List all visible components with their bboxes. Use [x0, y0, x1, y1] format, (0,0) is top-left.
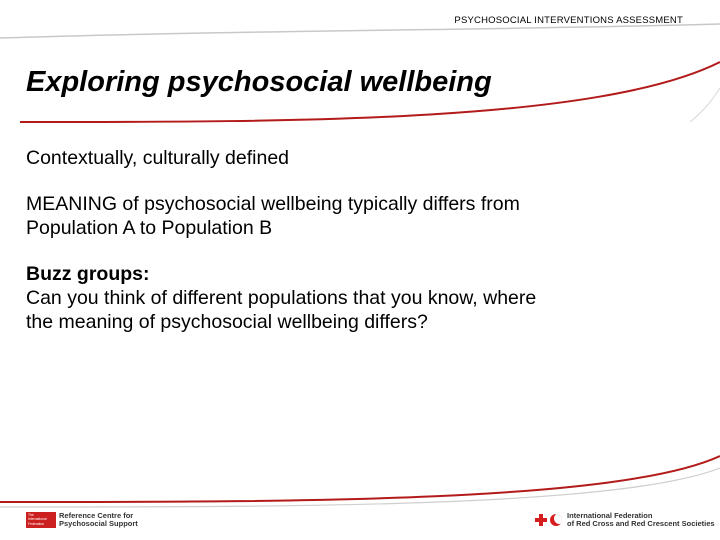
emblems	[535, 514, 562, 526]
paragraph-2	[26, 192, 696, 240]
paragraph-3-line-2: the meaning of psychosocial wellbeing differs?	[26, 311, 428, 333]
paragraph-3	[26, 262, 696, 334]
logo-box-line-1: The	[28, 513, 34, 517]
slide-title: Exploring psychosocial wellbeing	[26, 66, 492, 98]
reference-centre-line-2: Psychosocial Support	[59, 519, 138, 528]
federation-line-1: International Federation	[567, 511, 653, 520]
paragraph-1-text: Contextually, culturally defined	[26, 147, 290, 169]
federation-text	[567, 512, 715, 528]
reference-centre-line-1: Reference Centre for	[59, 511, 134, 520]
paragraph-2-line-1: MEANING of psychosocial wellbeing typically differs from	[26, 193, 520, 215]
header-label: PSYCHOSOCIAL INTERVENTIONS ASSESSMENT	[454, 15, 683, 26]
reference-centre-text	[59, 512, 138, 528]
federation-line-2: of Red Cross and Red Crescent Societies	[567, 519, 715, 528]
paragraph-2-line-2: Population A to Population B	[26, 217, 273, 239]
red-cross-icon	[535, 514, 547, 526]
ifrc-logo	[535, 512, 715, 528]
paragraph-3-line-1: Can you think of different populations that you know, where	[26, 287, 537, 309]
logo-box-line-2: International	[28, 517, 47, 522]
ifrc-logo-box	[26, 512, 56, 528]
red-crescent-icon	[550, 514, 562, 526]
logo-box-line-3: Federation	[28, 521, 45, 526]
reference-centre-logo	[26, 512, 138, 528]
buzz-groups-heading: Buzz groups:	[26, 263, 150, 285]
paragraph-1	[26, 146, 696, 170]
slide-body	[26, 146, 696, 356]
